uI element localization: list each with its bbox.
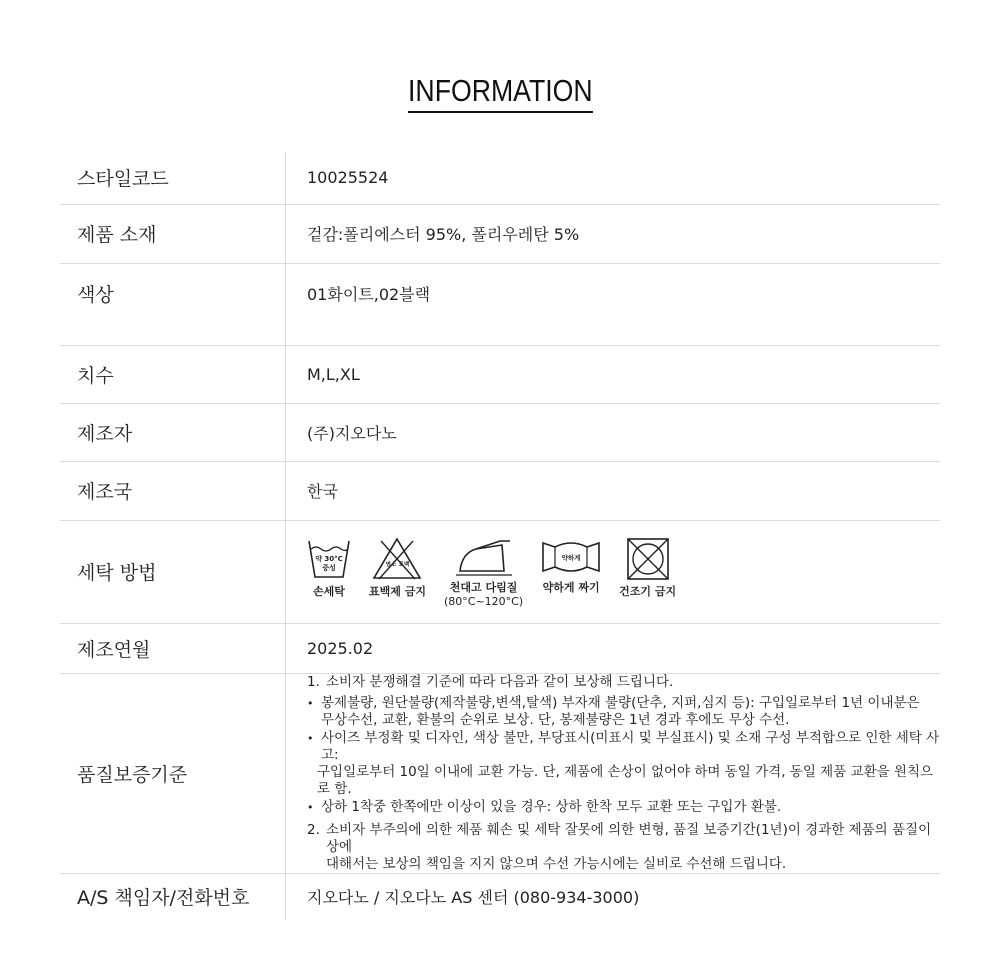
row-color <box>60 263 940 345</box>
quality-value <box>286 673 941 873</box>
as-value: 지오다노 / 지오다노 AS 센터 (080-934-3000) <box>307 888 640 908</box>
quality-bullet-1: • 봉제불량, 원단불량(제작불량,변색,탈색) 부자재 불량(단추, 지퍼,심지 등): 구입일로부터 1년 이내분은 무상수선, 교환, 환불의 순위로 보상. 단, 봉제불량은 1년 경과 후에도 무상 수선. <box>307 694 920 728</box>
quality-item-2-num: 2. <box>307 821 320 838</box>
hand-wash-label: 손세탁 <box>313 585 345 598</box>
care-no-tumble-dry <box>619 537 676 599</box>
iron-temp-range: (80°C~120°C) <box>443 595 524 608</box>
no-bleach-chlorine: 염소 <box>386 562 397 568</box>
quality-text <box>307 674 940 873</box>
row-washing <box>60 520 940 623</box>
quality-item-1-num: 1. <box>307 673 320 690</box>
care-symbols <box>307 534 940 609</box>
quality-bullet-1-line1: 봉제불량, 원단불량(제작불량,변색,탈색) 부자재 불량(단추, 지퍼,심지 등): 구입일로부터 1년 이내분은 <box>321 694 920 711</box>
quality-bullet-2-line2: 구입일로부터 10일 이내에 교환 가능. 단, 제품에 손상이 없어야 하며 동일 가격, 동일 제품 교환을 원칙으로 함. <box>317 763 934 797</box>
hand-wash-icon <box>307 537 351 581</box>
maker-value: (주)지오다노 <box>307 423 397 443</box>
no-tumble-dry-icon <box>626 537 670 581</box>
quality-bullet-1-line2: 무상수선, 교환, 환불의 순위로 보상. 단, 봉제불량은 1년 경과 후에도 무상 수선. <box>321 711 790 728</box>
washing-label: 세탁 방법 <box>60 520 286 623</box>
size-value: M,L,XL <box>307 364 360 384</box>
page-title: INFORMATION <box>408 72 593 113</box>
hand-wash-neutral: 중성 <box>322 564 336 572</box>
date-value: 2025.02 <box>307 638 374 658</box>
care-hand-wash <box>307 537 351 599</box>
quality-bullet-3-line1: 상하 1착중 한쪽에만 이상이 있을 경우: 상하 한착 모두 교환 또는 구입가 환불. <box>321 798 782 815</box>
quality-item-2-line1: 소비자 부주의에 의한 제품 훼손 및 세탁 잘못에 의한 변형, 품질 보증기간(1년)이 경과한 제품의 품질이상에 <box>326 821 932 855</box>
quality-item-2 <box>307 822 940 873</box>
care-gentle-wring <box>541 537 601 595</box>
product-info-table <box>60 152 940 920</box>
hand-wash-temp: 약 30°C <box>315 555 343 563</box>
quality-bullet-3: • 상하 1착중 한쪽에만 이상이 있을 경우: 상하 한착 모두 교환 또는 구입가 환불. <box>307 798 782 815</box>
page-title-wrap <box>0 72 1000 113</box>
row-style-code <box>60 152 940 204</box>
as-label: A/S 책임자/전화번호 <box>60 873 286 920</box>
quality-label: 품질보증기준 <box>60 673 286 873</box>
material-value: 겉감:폴리에스터 95%, 폴리우레탄 5% <box>307 225 580 244</box>
row-country <box>60 461 940 520</box>
country-label: 제조국 <box>60 461 286 520</box>
row-size <box>60 345 940 403</box>
iron-icon <box>454 537 514 577</box>
no-tumble-dry-label: 건조기 금지 <box>619 585 677 598</box>
care-iron <box>444 537 523 609</box>
no-bleach-icon <box>372 537 422 581</box>
quality-item-1-text: 소비자 분쟁해결 기준에 따라 다음과 같이 보상해 드립니다. <box>326 673 674 690</box>
quality-item-2-line2: 대해서는 보상의 책임을 지지 않으며 수선 가능시에는 실비로 수선해 드립니다. <box>326 855 787 872</box>
style-code-value: 10025524 <box>307 168 389 188</box>
quality-bullet-2-line1: 사이즈 부정확 및 디자인, 색상 불만, 부당표시(미표시 및 부실표시) 및 소재 구성 부적합으로 인한 세탁 사고: <box>321 729 940 763</box>
country-value: 한국 <box>307 482 338 501</box>
color-value: 01화이트,02블랙 <box>307 284 431 304</box>
washing-value <box>286 520 941 623</box>
quality-bullet-2: • 사이즈 부정확 및 디자인, 색상 불만, 부당표시(미표시 및 부실표시) 및 소재 구성 부적합으로 인한 세탁 사고: 구입일로부터 10일 이내에 교환 가능. 단, 제품에 손상이 없어야 하며 동일 가격, 동일 제품 교환을 원칙으로 함. <box>307 729 940 797</box>
quality-item-1 <box>307 674 940 691</box>
gentle-wring-icon <box>541 537 601 577</box>
row-as <box>60 873 940 920</box>
no-bleach-label: 표백제 금지 <box>369 585 426 598</box>
row-date <box>60 623 940 673</box>
gentle-wring-text: 약하게 <box>561 554 581 562</box>
no-bleach-bleach: 표백 <box>399 562 410 568</box>
color-label: 색상 <box>60 263 286 345</box>
material-label: 제품 소재 <box>60 204 286 263</box>
row-maker <box>60 403 940 461</box>
style-code-label: 스타일코드 <box>60 152 286 204</box>
gentle-wring-label: 약하게 짜기 <box>542 581 600 594</box>
row-quality <box>60 673 940 873</box>
care-no-bleach <box>369 537 426 599</box>
size-label: 치수 <box>60 345 286 403</box>
iron-label: 천대고 다림질 <box>449 581 518 594</box>
row-material <box>60 204 940 263</box>
date-label: 제조연월 <box>60 623 286 673</box>
maker-label: 제조자 <box>60 403 286 461</box>
